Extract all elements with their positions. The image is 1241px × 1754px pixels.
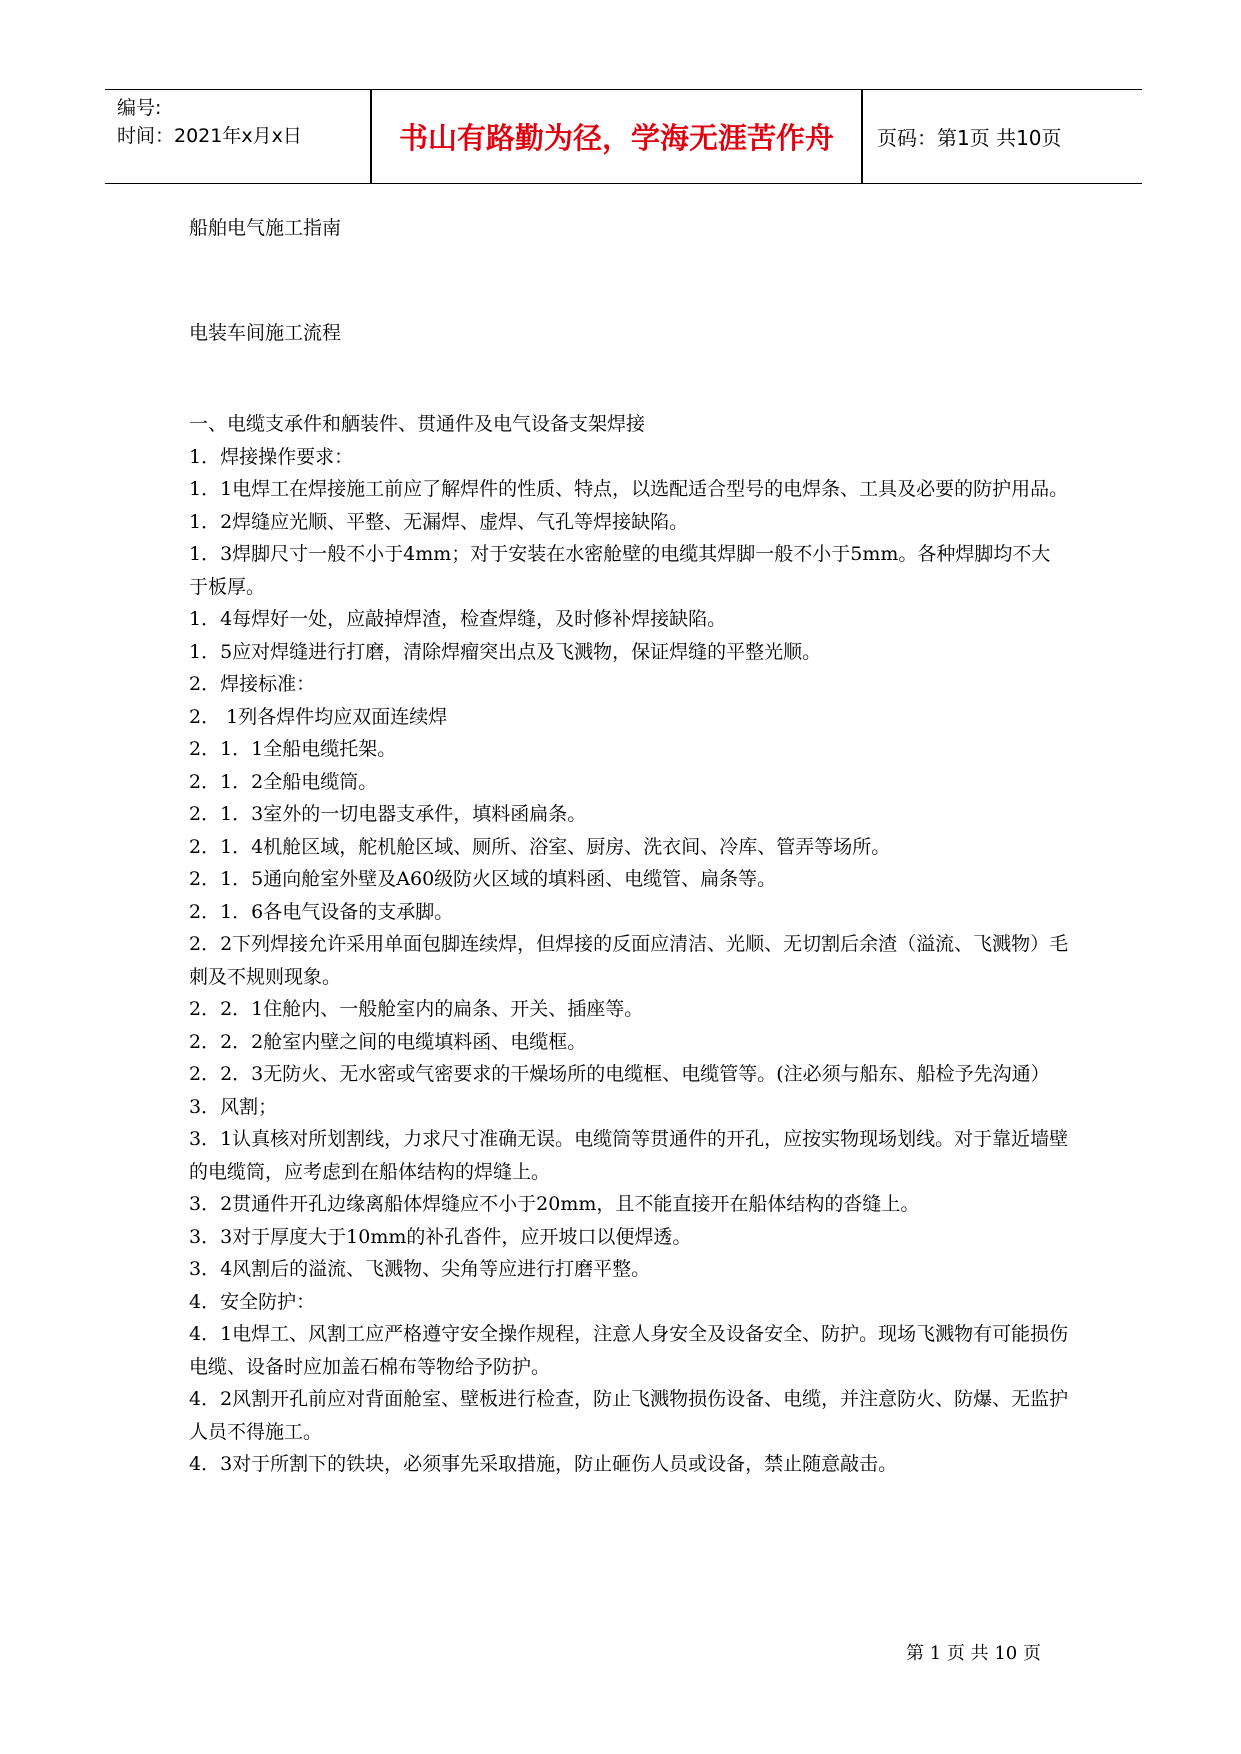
paragraph: 1．焊接操作要求：	[189, 445, 354, 468]
header-meta	[117, 94, 302, 150]
paragraph: 2．1．5通向舱室外壁及A60级防火区域的填料函、电缆管、扁条等。	[189, 868, 777, 890]
paragraph: 1．2焊缝应光顺、平整、无漏焊、虚焊、气孔等焊接缺陷。	[189, 510, 689, 533]
paragraph: 一、电缆支承件和舾装件、贯通件及电气设备支架焊接	[189, 413, 646, 435]
paragraph: 4．1电焊工、风割工应严格遵守安全操作规程，注意人身安全及设备安全、防护。现场飞溅物有可能损伤电缆、设备时应加盖石棉布等物给予防护。	[189, 1323, 1069, 1378]
paragraph: 4．2风割开孔前应对背面舱室、壁板进行检查，防止飞溅物损伤设备、电缆，并注意防火、防爆、无监护人员不得施工。	[189, 1388, 1069, 1443]
paragraph: 1．5应对焊缝进行打磨，清除焊瘤突出点及飞溅物，保证焊缝的平整光顺。	[189, 640, 822, 663]
paragraph: 2．2．2舱室内壁之间的电缆填料函、电缆框。	[189, 1030, 587, 1053]
paragraph: 2．1．3室外的一切电器支承件，填料函扁条。	[189, 803, 587, 825]
paragraph-list	[189, 408, 1069, 1481]
page-header	[105, 89, 1142, 184]
paragraph: 2．2．3无防火、无水密或气密要求的干燥场所的电缆框、电缆管等。(注必须与船东、船检予先沟通）	[189, 1063, 1050, 1085]
document-title: 船舶电气施工指南	[189, 217, 342, 239]
header-motto: 书山有路勤为径，学海无涯苦作舟	[398, 121, 834, 155]
paragraph: 3．风割；	[189, 1095, 278, 1118]
paragraph: 3．1认真核对所划割线，力求尺寸准确无误。电缆筒等贯通件的开孔，应按实物现场划线。对于靠近墙壁的电缆筒，应考虑到在船体结构的焊缝上。	[189, 1128, 1069, 1183]
paragraph: 2．1．1全船电缆托架。	[189, 738, 397, 760]
paragraph: 2．2下列焊接允许采用单面包脚连续焊，但焊接的反面应清洁、光顺、无切割后余渣（溢流、飞溅物）毛刺及不规则现象。	[189, 933, 1069, 988]
paragraph: 1．4每焊好一处，应敲掉焊渣，检查焊缝，及时修补焊接缺陷。	[189, 608, 727, 630]
paragraph: 2．1．4机舱区域，舵机舱区域、厕所、浴室、厨房、洗衣间、冷库、管弄等场所。	[189, 835, 891, 858]
paragraph: 4．3对于所割下的铁块，必须事先采取措施，防止砸伤人员或设备，禁止随意敲击。	[189, 1453, 898, 1475]
header-page-info: 页码：第1页 共10页	[877, 126, 1062, 150]
paragraph: 2． 1列各焊件均应双面连续焊	[189, 705, 448, 728]
header-divider	[861, 90, 863, 183]
paragraph: 4．安全防护：	[189, 1290, 316, 1313]
document-subtitle: 电装车间施工流程	[189, 321, 342, 344]
document-body	[189, 212, 1069, 1481]
paragraph: 3．4风割后的溢流、飞溅物、尖角等应进行打磨平整。	[189, 1258, 651, 1280]
paragraph: 2．1．6各电气设备的支承脚。	[189, 900, 454, 923]
paragraph: 2．焊接标准：	[189, 673, 316, 695]
paragraph: 3．2贯通件开孔边缘离船体焊缝应不小于20mm，且不能直接开在船体结构的沓缝上。	[189, 1193, 920, 1215]
paragraph: 1．1电焊工在焊接施工前应了解焊件的性质、特点，以选配适合型号的电焊条、工具及必要的防护用品。	[189, 478, 1069, 500]
paragraph: 2．1．2全船电缆筒。	[189, 770, 378, 793]
time-label: 时间：2021年x月x日	[117, 125, 302, 147]
paragraph: 1．3焊脚尺寸一般不小于4mm；对于安装在水密舱壁的电缆其焊脚一般不小于5mm。各种焊脚均不大于板厚。	[189, 543, 1051, 598]
page-footer: 第 1 页 共 10 页	[906, 1643, 1041, 1664]
number-label: 编号:	[117, 97, 162, 119]
paragraph: 3．3对于厚度大于10mm的补孔沓件，应开坡口以便焊透。	[189, 1225, 692, 1248]
paragraph: 2．2．1住舱内、一般舱室内的扁条、开关、插座等。	[189, 998, 644, 1020]
